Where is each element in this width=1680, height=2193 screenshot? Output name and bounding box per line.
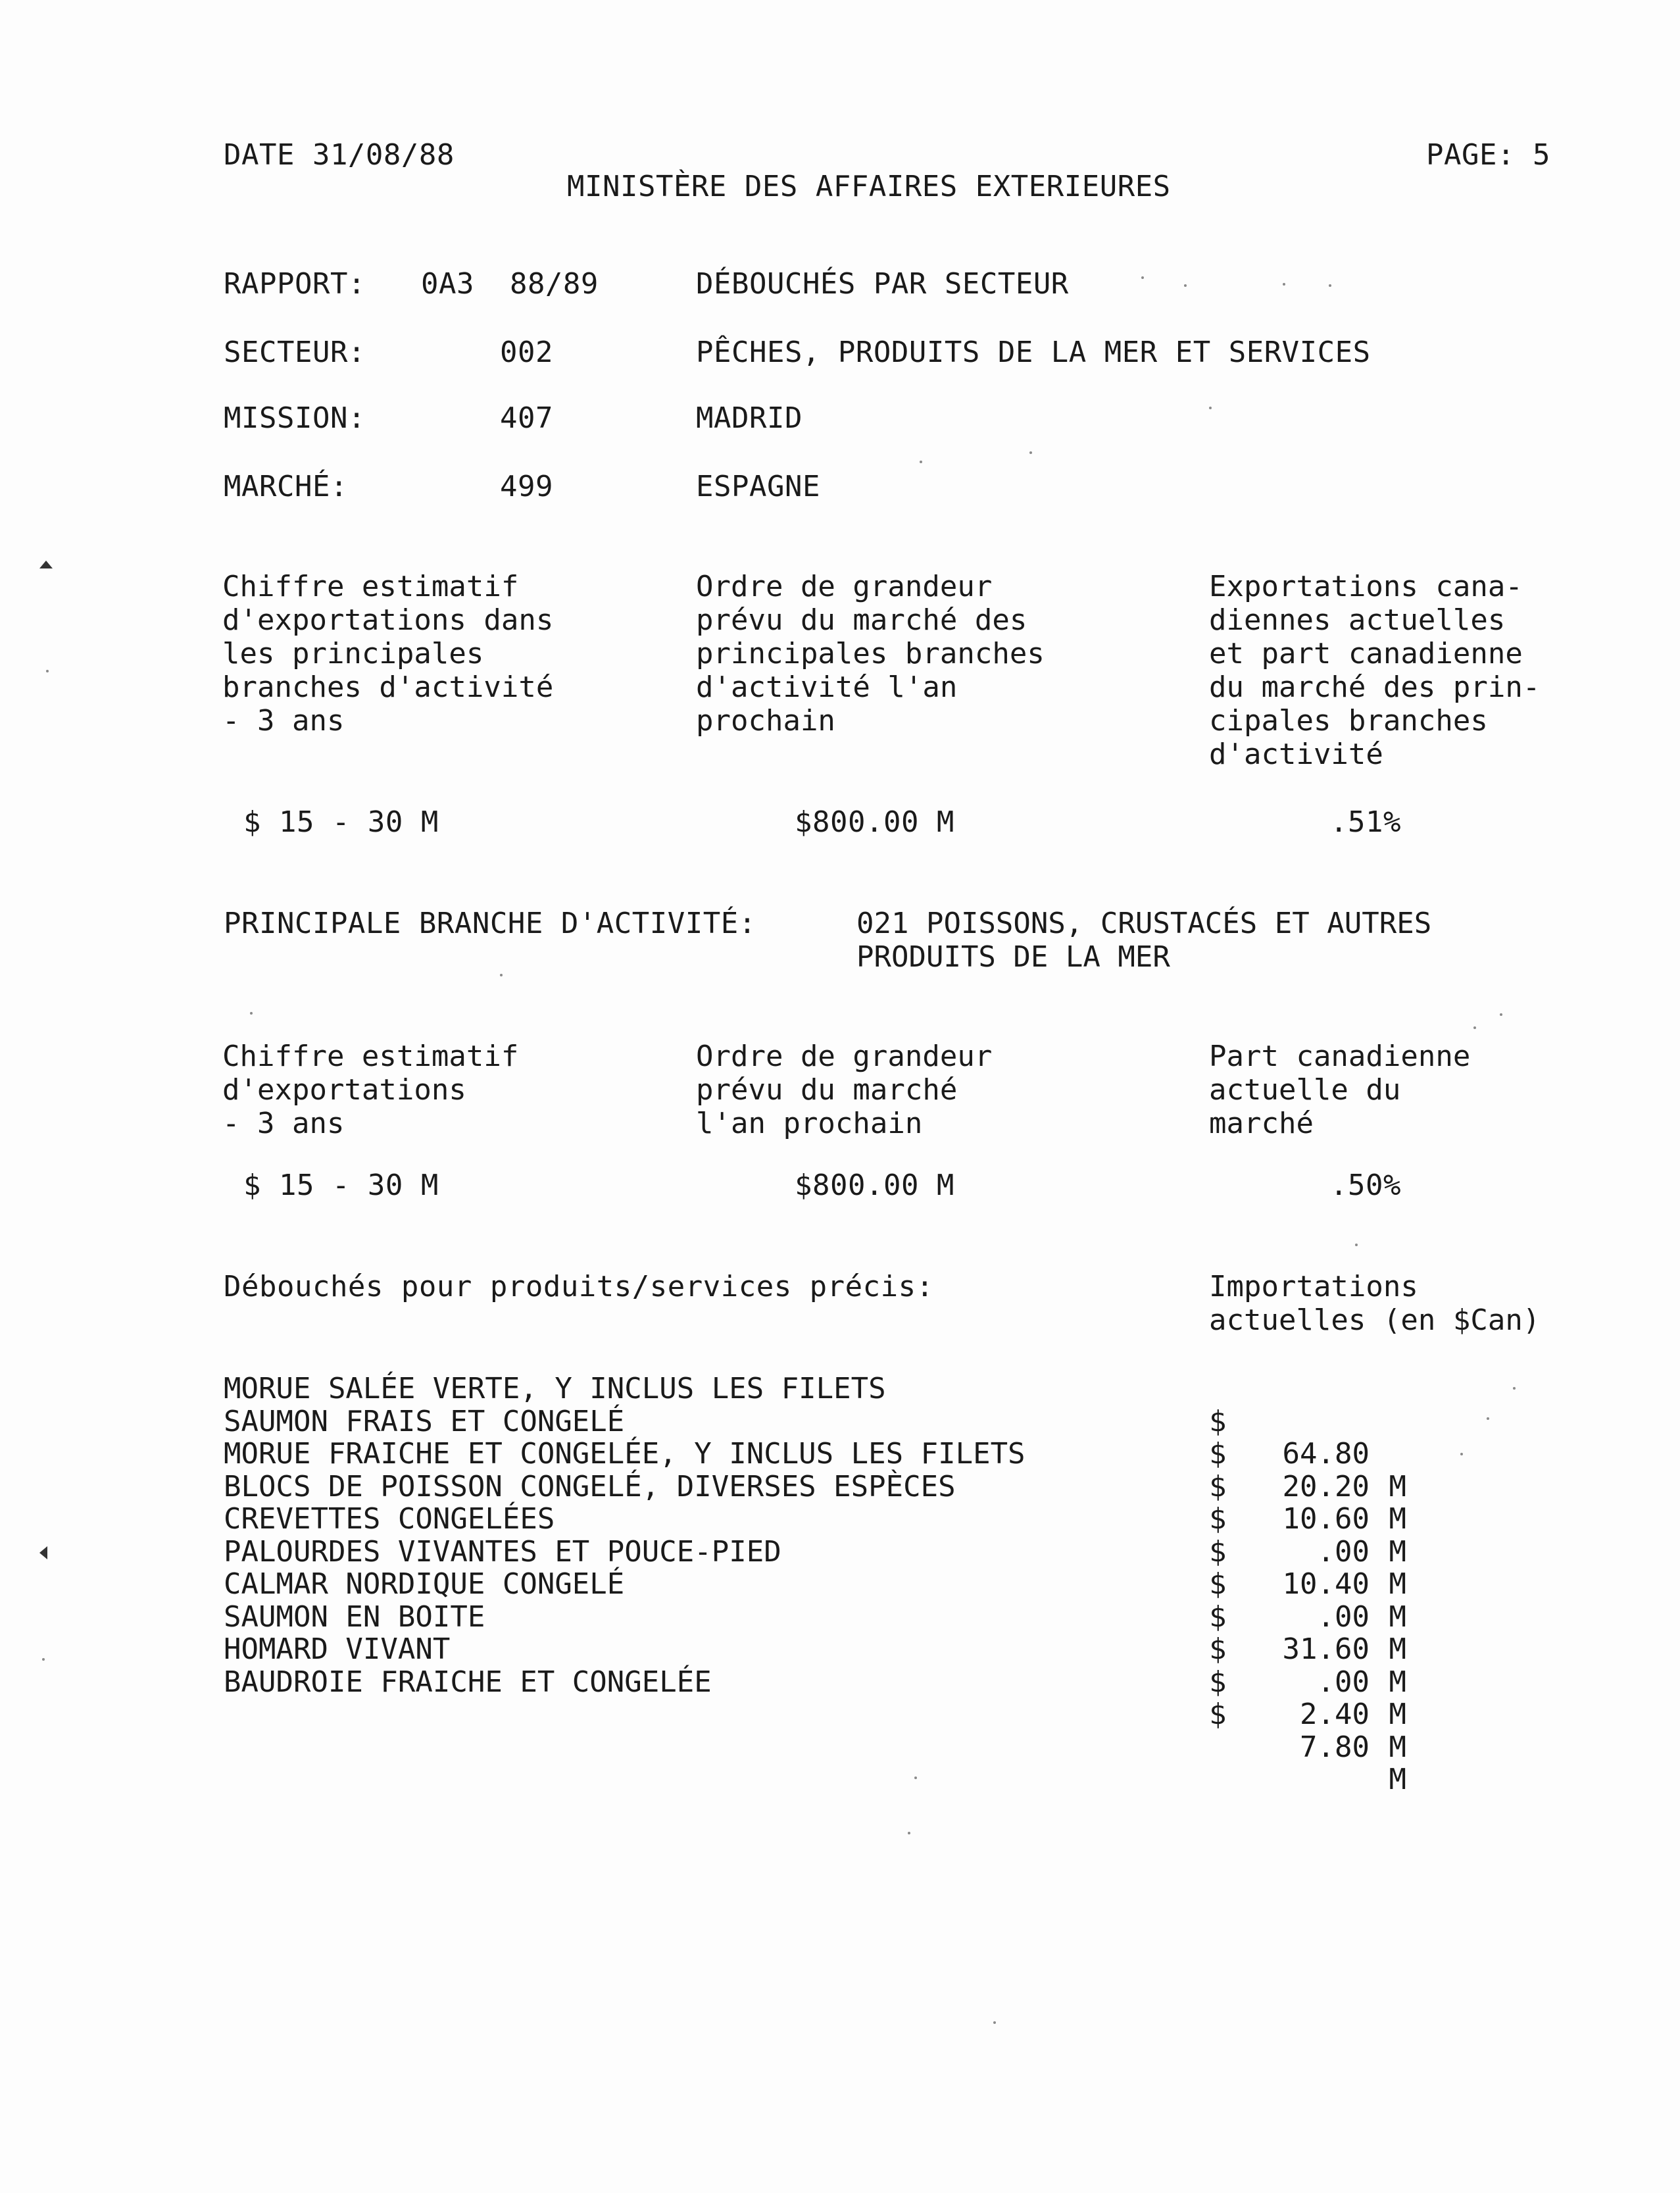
currency-symbol: $	[1209, 1469, 1227, 1503]
scan-speck-decoration	[42, 1658, 45, 1661]
product-name: CREVETTES CONGELÉES	[224, 1502, 555, 1536]
secteur-label: SECTEUR:	[224, 336, 366, 369]
branch-col2-value: $800.00 M	[795, 1169, 954, 1202]
principale-branche-value: 021 POISSONS, CRUSTACÉS ET AUTRES PRODUITS DE LA MER	[856, 907, 1432, 974]
currency-symbol: $	[1209, 1437, 1227, 1471]
scan-speck-decoration	[1283, 283, 1285, 286]
branch-col3-value: .50%	[1330, 1169, 1401, 1202]
import-amount: 20.20	[1282, 1469, 1370, 1503]
rapport-description: DÉBOUCHÉS PAR SECTEUR	[696, 267, 1069, 301]
amount-unit: M	[1389, 1665, 1406, 1699]
branch-col2-heading: Ordre de grandeur prévu du marché l'an prochain	[696, 1040, 993, 1140]
amount-unit: M	[1389, 1502, 1406, 1536]
mission-code: 407	[500, 401, 553, 435]
currency-symbol: $	[1209, 1600, 1227, 1634]
marche-label: MARCHÉ:	[224, 470, 348, 503]
product-name: SAUMON FRAIS ET CONGELÉ	[224, 1404, 625, 1438]
import-amount: 2.40	[1300, 1698, 1370, 1731]
marche-description: ESPAGNE	[696, 470, 820, 503]
branch-col1-value: $ 15 - 30 M	[243, 1169, 439, 1202]
sector-col1-heading: Chiffre estimatif d'exportations dans les principales branches d'activité - 3 ans	[222, 570, 554, 738]
scan-speck-decoration	[1329, 284, 1331, 287]
currency-symbol: $	[1209, 1502, 1227, 1536]
scan-speck-decoration	[920, 461, 922, 463]
sector-col3-heading: Exportations cana- diennes actuelles et part canadienne du marché des prin- cipales branches d'activité	[1209, 570, 1541, 771]
import-amount: 7.80	[1300, 1730, 1370, 1764]
scan-speck-decoration	[1513, 1387, 1516, 1390]
imports-heading: Importations actuelles (en $Can)	[1209, 1270, 1541, 1337]
scan-speck-decoration	[993, 2021, 996, 2024]
scan-speck-decoration	[1184, 284, 1187, 287]
sector-col3-value: .51%	[1330, 805, 1401, 839]
import-amount-list	[1209, 1373, 1406, 1796]
scan-speck-decoration	[1355, 1244, 1358, 1246]
branch-col1-heading: Chiffre estimatif d'exportations - 3 ans	[222, 1040, 519, 1140]
sector-col1-value: $ 15 - 30 M	[243, 805, 439, 839]
import-amount: 10.60	[1282, 1502, 1370, 1536]
secteur-code: 002	[500, 336, 553, 369]
scan-speck-decoration	[1141, 276, 1144, 279]
product-name: MORUE SALÉE VERTE, Y INCLUS LES FILETS	[224, 1372, 886, 1405]
import-amount: 31.60	[1282, 1632, 1370, 1666]
scan-speck-decoration	[1487, 1417, 1489, 1420]
marche-code: 499	[500, 470, 553, 503]
currency-symbol: $	[1209, 1404, 1227, 1438]
currency-symbol: $	[1209, 1665, 1227, 1699]
product-name: MORUE FRAICHE ET CONGELÉE, Y INCLUS LES FILETS	[224, 1437, 1025, 1471]
amount-unit: M	[1389, 1567, 1406, 1601]
product-name: PALOURDES VIVANTES ET POUCE-PIED	[224, 1534, 781, 1569]
scan-speck-decoration	[46, 670, 49, 672]
currency-symbol: $	[1209, 1632, 1227, 1666]
amount-unit: M	[1389, 1632, 1406, 1666]
debouches-heading: Débouchés pour produits/services précis:	[224, 1270, 934, 1303]
amount-unit: M	[1389, 1698, 1406, 1731]
rapport-code: 0A3 88/89	[421, 267, 599, 301]
branch-col3-heading: Part canadienne actuelle du marché	[1209, 1040, 1471, 1140]
amount-unit: M	[1389, 1469, 1406, 1503]
amount-unit: M	[1389, 1763, 1406, 1796]
report-date: DATE 31/08/88	[224, 138, 455, 172]
scan-speck-decoration	[908, 1832, 910, 1834]
secteur-description: PÊCHES, PRODUITS DE LA MER ET SERVICES	[696, 336, 1371, 369]
product-name: SAUMON EN BOITE	[224, 1600, 485, 1634]
currency-symbol: $	[1209, 1534, 1227, 1569]
product-name: CALMAR NORDIQUE CONGELÉ	[224, 1567, 625, 1601]
principale-branche-label: PRINCIPALE BRANCHE D'ACTIVITÉ:	[224, 907, 756, 940]
currency-symbol: $	[1209, 1567, 1227, 1601]
scan-speck-decoration	[1473, 1026, 1476, 1029]
product-name: BAUDROIE FRAICHE ET CONGELÉE	[224, 1665, 712, 1699]
ministry-title: MINISTÈRE DES AFFAIRES EXTERIEURES	[567, 170, 1171, 203]
scan-speck-decoration	[1029, 451, 1032, 454]
scan-speck-decoration	[914, 1777, 917, 1779]
sector-col2-heading: Ordre de grandeur prévu du marché des principales branches d'activité l'an prochain	[696, 570, 1045, 738]
rapport-label: RAPPORT:	[224, 267, 366, 301]
product-list	[224, 1373, 1025, 1698]
import-amount: .00	[1317, 1600, 1370, 1634]
scan-speck-decoration	[500, 974, 503, 976]
product-name: BLOCS DE POISSON CONGELÉ, DIVERSES ESPÈCES	[224, 1469, 956, 1503]
import-amount: 64.80	[1282, 1437, 1370, 1471]
scan-speck-decoration	[1209, 407, 1212, 409]
import-amount: .00	[1317, 1665, 1370, 1699]
mission-label: MISSION:	[224, 401, 366, 435]
mission-description: MADRID	[696, 401, 803, 435]
import-amount: .00	[1317, 1534, 1370, 1569]
scan-speck-decoration	[1460, 1453, 1463, 1455]
amount-unit: M	[1389, 1730, 1406, 1764]
scan-speck-decoration	[250, 1012, 253, 1015]
product-name: HOMARD VIVANT	[224, 1632, 451, 1666]
page-number: PAGE: 5	[1426, 138, 1550, 172]
scan-speck-decoration	[1500, 1013, 1502, 1016]
amount-unit: M	[1389, 1600, 1406, 1634]
scan-mark-decoration	[39, 561, 53, 568]
scan-mark-decoration	[39, 1546, 47, 1559]
amount-unit: M	[1389, 1534, 1406, 1569]
sector-col2-value: $800.00 M	[795, 805, 954, 839]
currency-symbol: $	[1209, 1698, 1227, 1731]
import-amount: 10.40	[1282, 1567, 1370, 1601]
